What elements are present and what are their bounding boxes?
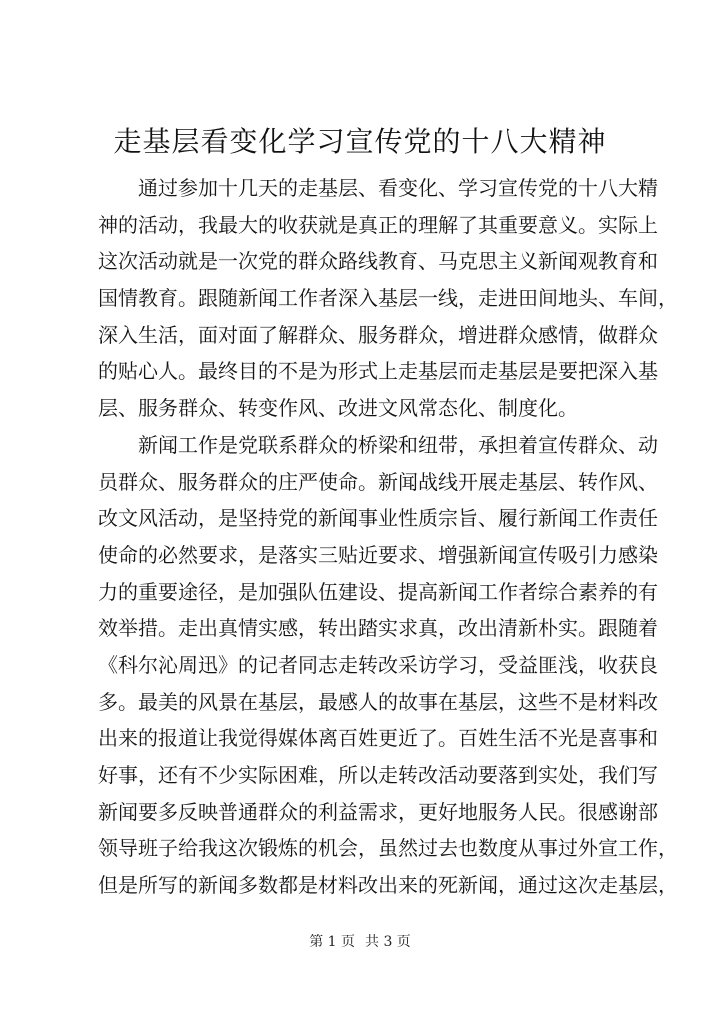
- text-line: 出来的报道让我觉得媒体离百姓更近了。百姓生活不光是喜事和: [98, 726, 658, 751]
- text-line: 多。最美的风景在基层，最感人的故事在基层，这些不是材料改: [98, 689, 658, 714]
- text-line: 的贴心人。最终目的不是为形式上走基层而走基层是要把深入基: [98, 359, 658, 384]
- text-line: 深入生活，面对面了解群众、服务群众，增进群众感情，做群众: [98, 322, 658, 347]
- text-line: 好事，还有不少实际困难，所以走转改活动要落到实处，我们写: [98, 763, 658, 787]
- text-line: 《科尔沁周迅》的记者同志走转改采访学习，受益匪浅，收获良: [98, 652, 658, 677]
- page-footer: [0, 932, 720, 952]
- text-line: 新闻工作是党联系群众的桥梁和纽带，承担着宣传群众、动: [138, 432, 658, 457]
- text-line: 通过参加十几天的走基层、看变化、学习宣传党的十八大精: [138, 176, 658, 200]
- text-line: 员群众、服务群众的庄严使命。新闻战线开展走基层、转作风、: [98, 469, 658, 494]
- document-body: [98, 170, 678, 904]
- text-line: 国情教育。跟随新闻工作者深入基层一线，走进田间地头、车间，: [98, 286, 678, 311]
- paragraph-2: [98, 427, 678, 904]
- text-line: 使命的必然要求，是落实三贴近要求、增强新闻宣传吸引力感染: [98, 542, 658, 567]
- text-line: 神的活动，我最大的收获就是真正的理解了其重要意义。实际上: [98, 212, 658, 237]
- text-line: 领导班子给我这次锻炼的机会，虽然过去也数度从事过外宣工作，: [98, 836, 678, 861]
- text-line: 但是所写的新闻多数都是材料改出来的死新闻，通过这次走基层，: [98, 873, 678, 898]
- page-total: 共 3 页: [365, 934, 411, 950]
- text-line: 改文风活动，是坚持党的新闻事业性质宗旨、履行新闻工作责任: [98, 506, 658, 531]
- document-title: 走基层看变化学习宣传党的十八大精神: [113, 125, 607, 158]
- page-number: 第 1 页: [309, 934, 355, 950]
- text-line: 力的重要途径，是加强队伍建设、提高新闻工作者综合素养的有: [98, 579, 658, 604]
- paragraph-1: [98, 170, 678, 427]
- text-line: 这次活动就是一次党的群众路线教育、马克思主义新闻观教育和: [98, 249, 658, 274]
- text-line: 层、服务群众、转变作风、改进文风常态化、制度化。: [98, 396, 578, 421]
- text-line: 效举措。走出真情实感，转出踏实求真，改出清新朴实。跟随着: [98, 616, 658, 641]
- text-line: 新闻要多反映普通群众的利益需求，更好地服务人民。很感谢部: [98, 799, 658, 824]
